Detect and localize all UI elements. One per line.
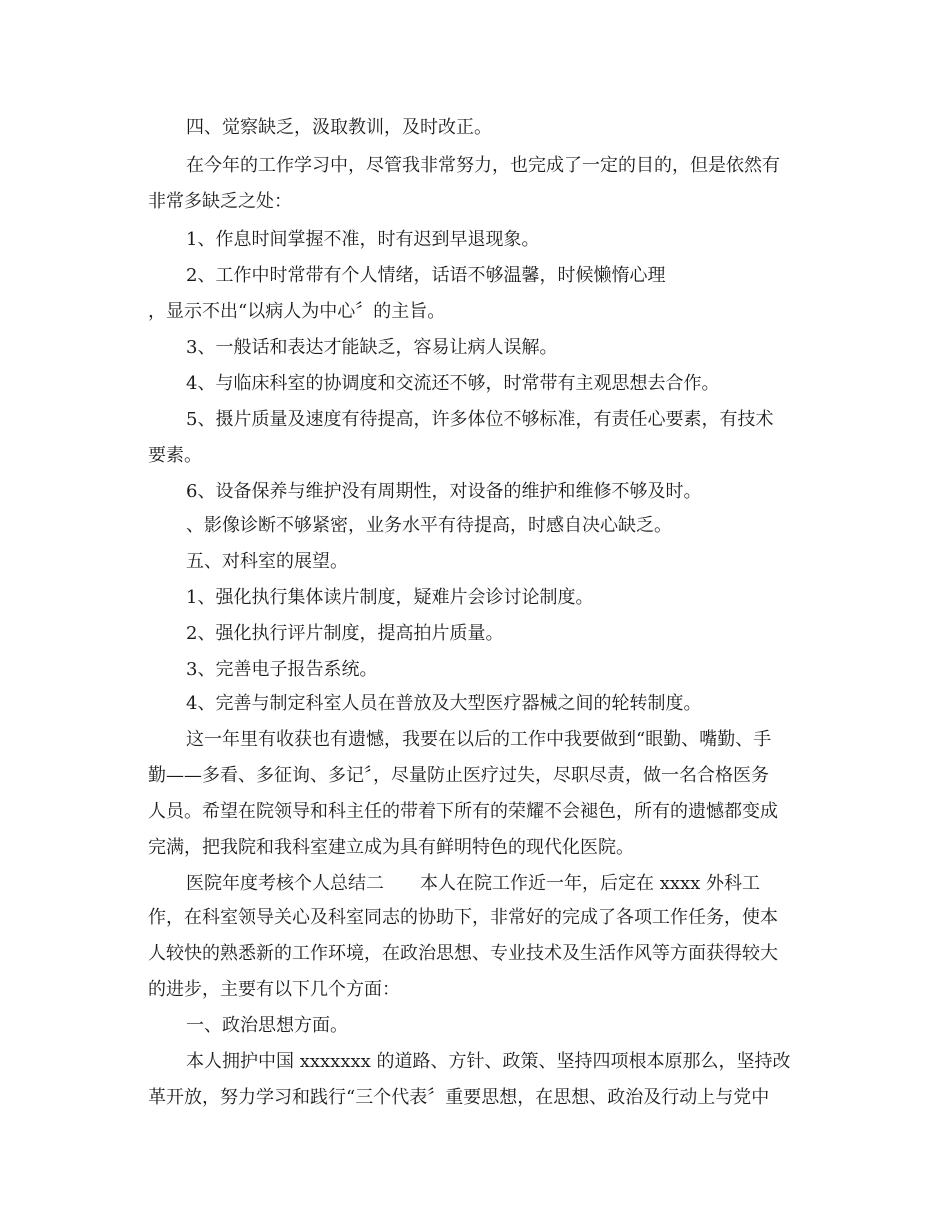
paragraph-line: 勤——多看、多征询、多记〞，尽量防止医疗过失，尽职尽责，做一名合格医务 bbox=[148, 765, 769, 786]
paragraph-line: 非常多缺乏之处： bbox=[148, 191, 292, 212]
section-heading: 四、觉察缺乏，汲取教训，及时改正。 bbox=[186, 117, 492, 138]
list-item: 、影像诊断不够紧密，业务水平有待提高，时感自决心缺乏。 bbox=[186, 515, 672, 536]
section-heading: 五、对科室的展望。 bbox=[186, 551, 348, 572]
section-heading: 一、政治思想方面。 bbox=[186, 1015, 348, 1036]
list-item: 2、工作中时常带有个人情绪，话语不够温馨，时候懒惰心理 bbox=[186, 265, 666, 286]
paragraph-line: 革开放，努力学习和践行“三个代表〞重要思想，在思想、政治及行动上与党中 bbox=[148, 1087, 770, 1108]
paragraph-line: 完满，把我院和我科室建立成为具有鲜明特色的现代化医院。 bbox=[148, 837, 634, 858]
list-item: 1、作息时间掌握不准，时有迟到早退现象。 bbox=[186, 229, 540, 250]
list-item: 6、设备保养与维护没有周期性，对设备的维护和维修不够及时。 bbox=[186, 481, 702, 502]
paragraph-line: 的进步，主要有以下几个方面： bbox=[148, 979, 400, 1000]
list-item: 1、强化执行集体读片制度，疑难片会诊讨论制度。 bbox=[186, 587, 594, 608]
list-item: 2、强化执行评片制度，提高拍片质量。 bbox=[186, 623, 504, 644]
paragraph-line: 人员。希望在院领导和科主任的带着下所有的荣耀不会褪色，所有的遗憾都变成 bbox=[148, 801, 778, 822]
paragraph-line: 要素。 bbox=[148, 445, 202, 466]
paragraph-line: ，显示不出“以病人为中心〞的主旨。 bbox=[148, 301, 446, 322]
list-item: 3、一般话和表达才能缺乏，容易让病人误解。 bbox=[186, 337, 558, 358]
paragraph-line: 在今年的工作学习中，尽管我非常努力，也完成了一定的目的，但是依然有 bbox=[186, 155, 780, 176]
paragraph-line: 这一年里有收获也有遗憾，我要在以后的工作中我要做到“眼勤、嘴勤、手 bbox=[186, 729, 772, 750]
paragraph-line: 作，在科室领导关心及科室同志的协助下，非常好的完成了各项工作任务，使本 bbox=[148, 907, 778, 928]
paragraph-line: 本人拥护中国 xxxxxxx 的道路、方针、政策、坚持四项根本原那么，坚持改 bbox=[186, 1051, 791, 1072]
list-item: 4、完善与制定科室人员在普放及大型医疗器械之间的轮转制度。 bbox=[186, 693, 702, 714]
list-item: 3、完善电子报告系统。 bbox=[186, 659, 378, 680]
paragraph-line: 医院年度考核个人总结二 本人在院工作近一年，后定在 xxxx 外科工 bbox=[186, 873, 761, 894]
paragraph-line: 人较快的熟悉新的工作环境，在政治思想、专业技术及生活作风等方面获得较大 bbox=[148, 943, 778, 964]
list-item: 5、摄片质量及速度有待提高，许多体位不够标准，有责任心要素，有技术 bbox=[186, 409, 774, 430]
list-item: 4、与临床科室的协调度和交流还不够，时常带有主观思想去合作。 bbox=[186, 373, 720, 394]
